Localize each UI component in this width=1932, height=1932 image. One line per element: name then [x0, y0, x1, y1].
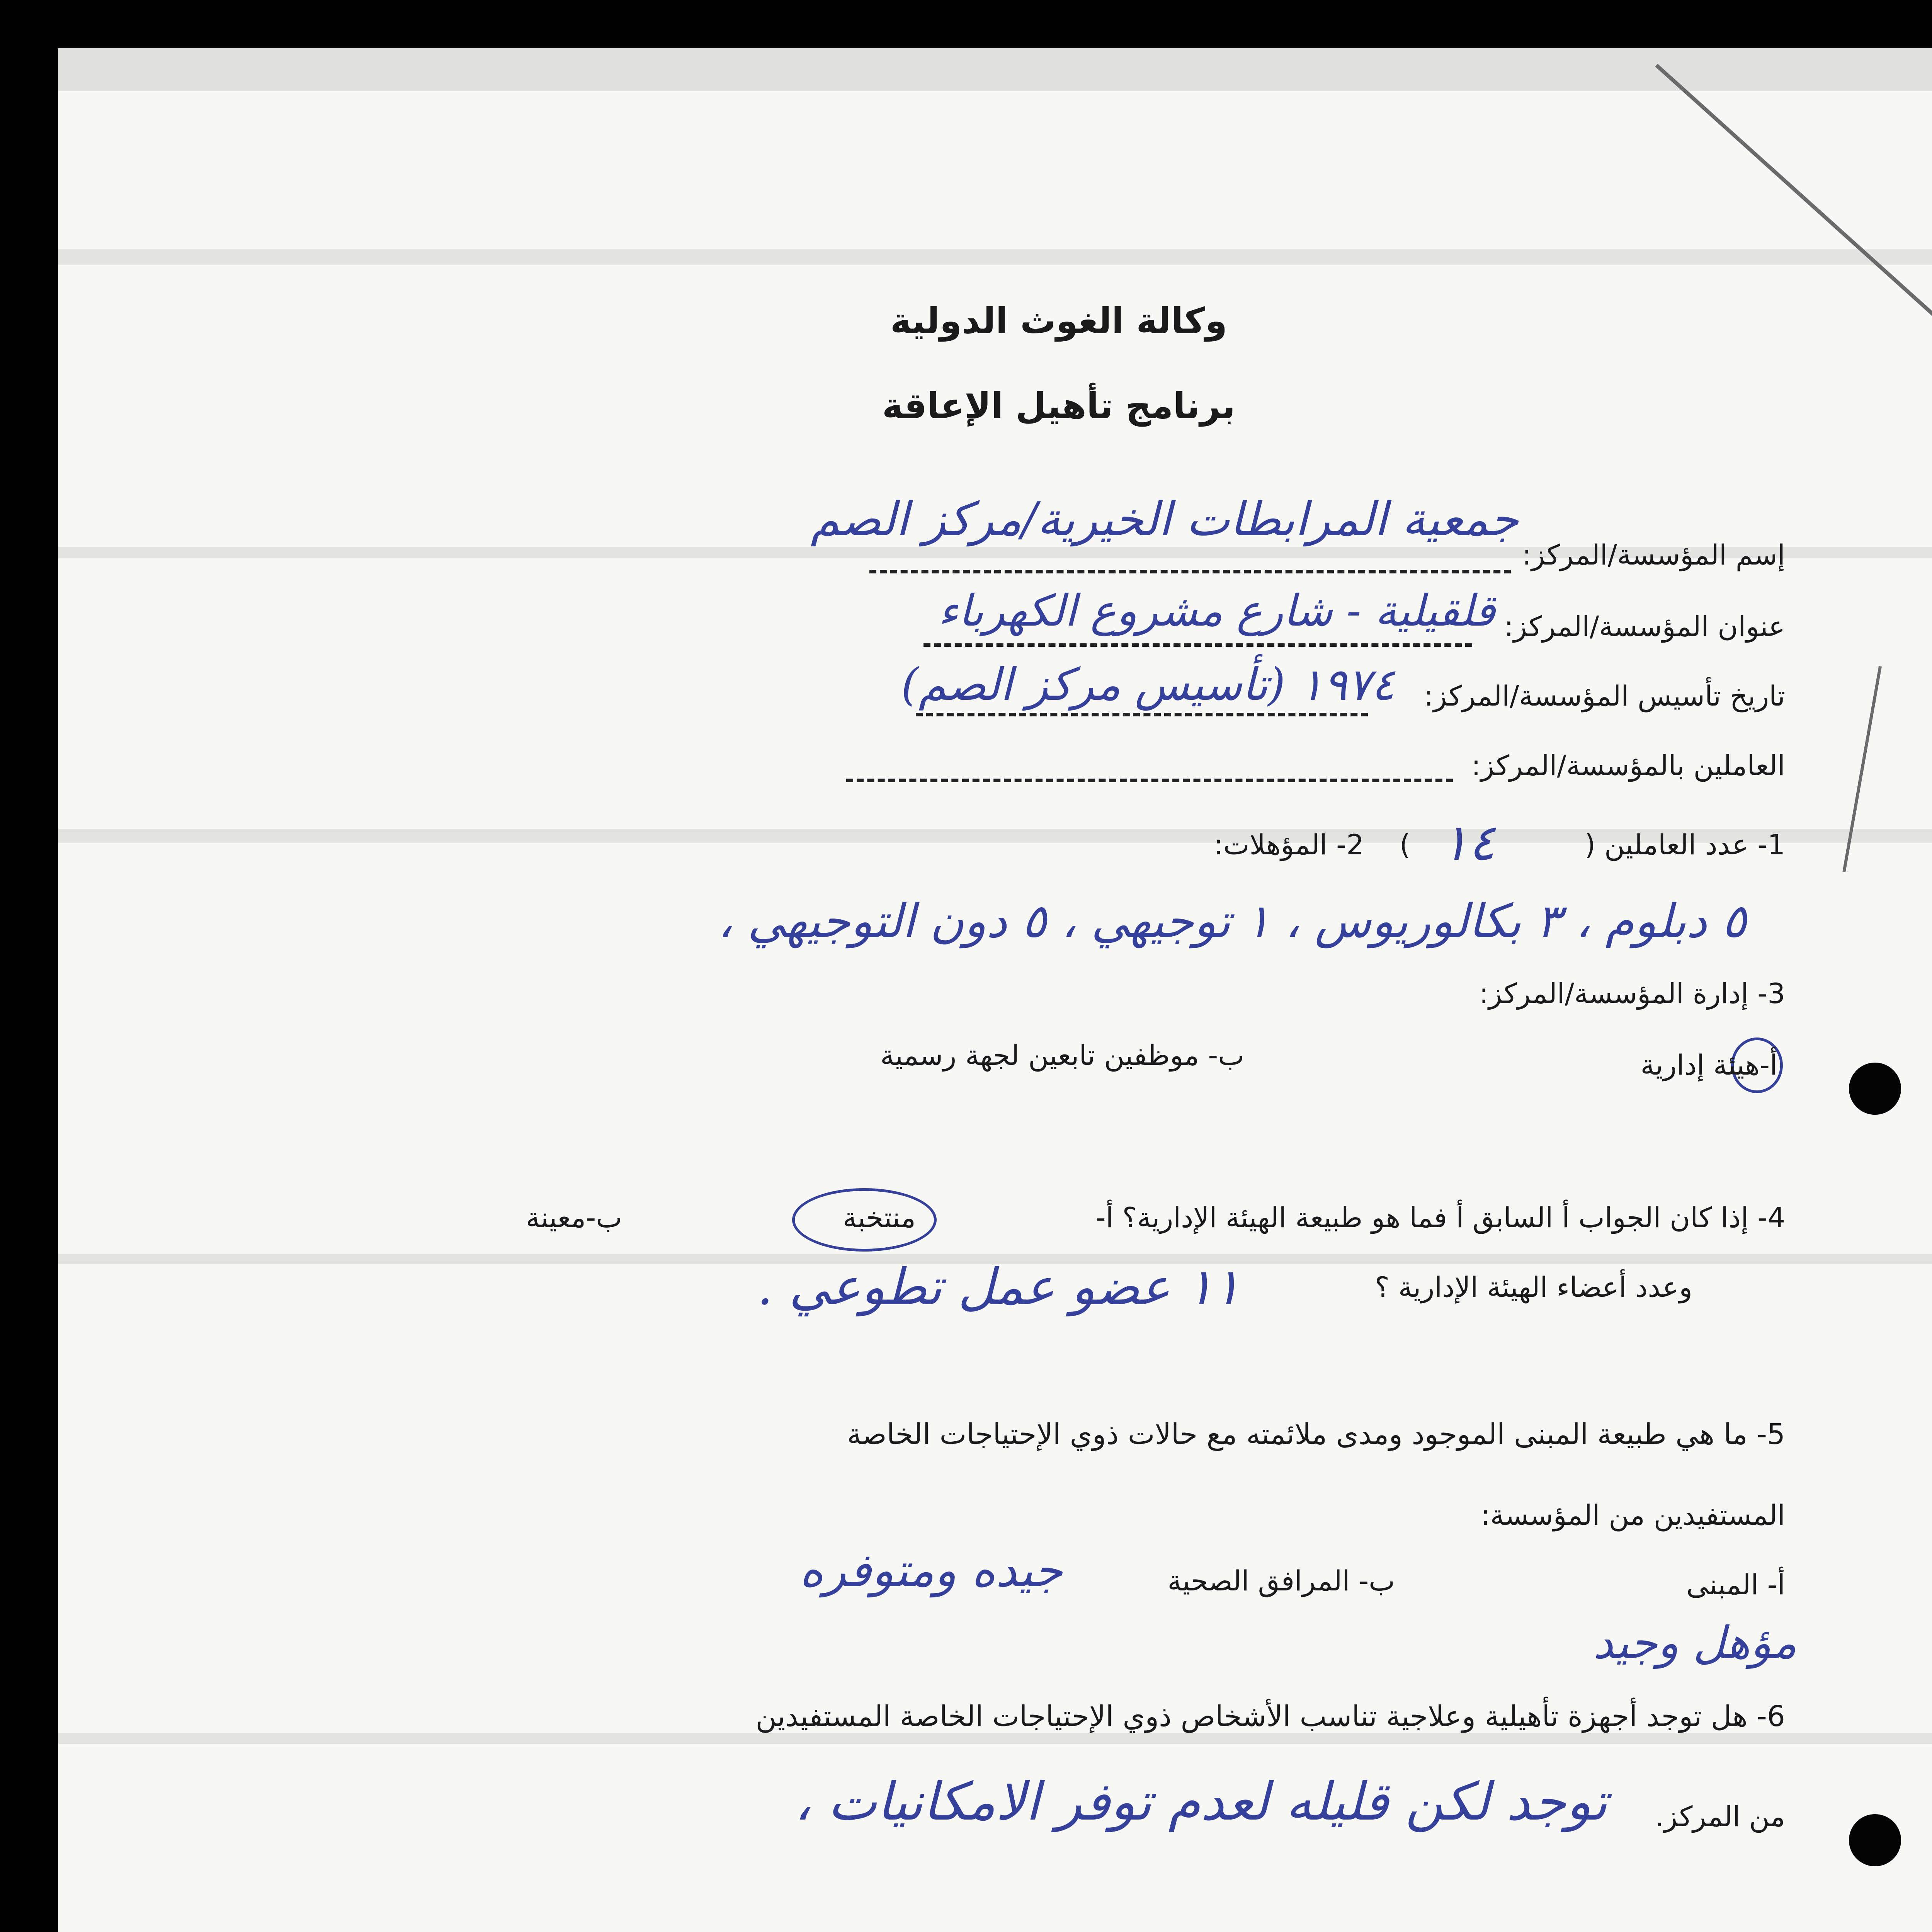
- scan-streak: [58, 1733, 1932, 1744]
- q5-building-value: مؤهل وجيد: [1593, 1617, 1797, 1669]
- q6-line2: من المركز.: [1655, 1800, 1785, 1833]
- punch-hole-bottom: [1849, 1814, 1901, 1866]
- q2-qualifications-value: ٥ دبلوم ، ٣ بكالوريوس ، ١ توجيهي ، ٥ دون التوجيهي ،: [718, 895, 1747, 948]
- scan-streak: [58, 249, 1932, 265]
- founded-label: تاريخ تأسيس المؤسسة/المركز:: [1424, 680, 1785, 712]
- name-label: إسم المؤسسة/المركز:: [1522, 539, 1785, 571]
- q3-label: 3- إدارة المؤسسة/المركز:: [1479, 977, 1785, 1010]
- scanned-form-page: [58, 48, 1932, 1932]
- q4-members-label: وعدد أعضاء الهيئة الإدارية ؟: [1374, 1271, 1692, 1303]
- q4-question: 4- إذا كان الجواب أ السابق أ فما هو طبيعة الهيئة الإدارية؟ أ-: [1095, 1201, 1785, 1234]
- q6-answer: توجد لكن قليله لعدم توفر الامكانيات ،: [794, 1771, 1607, 1832]
- q1-count-label: 1- عدد العاملين (: [1585, 828, 1785, 861]
- founded-underline: [916, 713, 1368, 716]
- header-program: برنامج تأهيل الإعاقة: [882, 385, 1236, 427]
- address-label: عنوان المؤسسة/المركز:: [1504, 610, 1785, 643]
- q6-line1: 6- هل توجد أجهزة تأهيلية وعلاجية تناسب الأشخاص ذوي الإحتياجات الخاصة المستفيدين: [755, 1700, 1785, 1733]
- q4-option-a: منتخبة: [843, 1201, 916, 1234]
- header-org: وكالة الغوث الدولية: [890, 300, 1228, 342]
- q3-option-b: ب- موظفين تابعين لجهة رسمية: [880, 1039, 1244, 1071]
- q1-count-value: ١٤: [1441, 813, 1495, 872]
- paper-fold-mark: [1655, 64, 1932, 335]
- q4-option-b: ب-معينة: [526, 1201, 622, 1234]
- q5-facilities-label: ب- المرافق الصحية: [1167, 1565, 1395, 1597]
- q4-members-value: ١١ عضو عمل تطوعي .: [757, 1257, 1240, 1316]
- q2-qualifications-label: 2- المؤهلات:: [1214, 828, 1364, 861]
- name-value: جمعية المرابطات الخيرية/مركز الصم: [810, 493, 1519, 546]
- q5-building-label: أ- المبنى: [1686, 1568, 1785, 1601]
- address-underline: [923, 643, 1472, 647]
- q3-option-a: أ-هيئة إدارية: [1640, 1049, 1777, 1081]
- q5-line1: 5- ما هي طبيعة المبنى الموجود ومدى ملائمته مع حالات ذوي الإحتياجات الخاصة: [847, 1418, 1785, 1451]
- q1-count-close: ): [1399, 828, 1410, 861]
- staff-underline: [846, 779, 1453, 782]
- q5-facilities-value: جيده ومتوفره: [799, 1544, 1063, 1597]
- scan-streak: [58, 48, 1932, 91]
- q5-line2: المستفيدين من المؤسسة:: [1481, 1499, 1785, 1531]
- punch-hole-top: [1849, 1063, 1901, 1115]
- name-underline: [869, 570, 1511, 573]
- founded-value: ١٩٧٤ (تأسيس مركز الصم): [901, 659, 1395, 711]
- staff-label: العاملين بالمؤسسة/المركز:: [1471, 749, 1785, 782]
- address-value: قلقيلية - شارع مشروع الكهرباء: [938, 586, 1495, 636]
